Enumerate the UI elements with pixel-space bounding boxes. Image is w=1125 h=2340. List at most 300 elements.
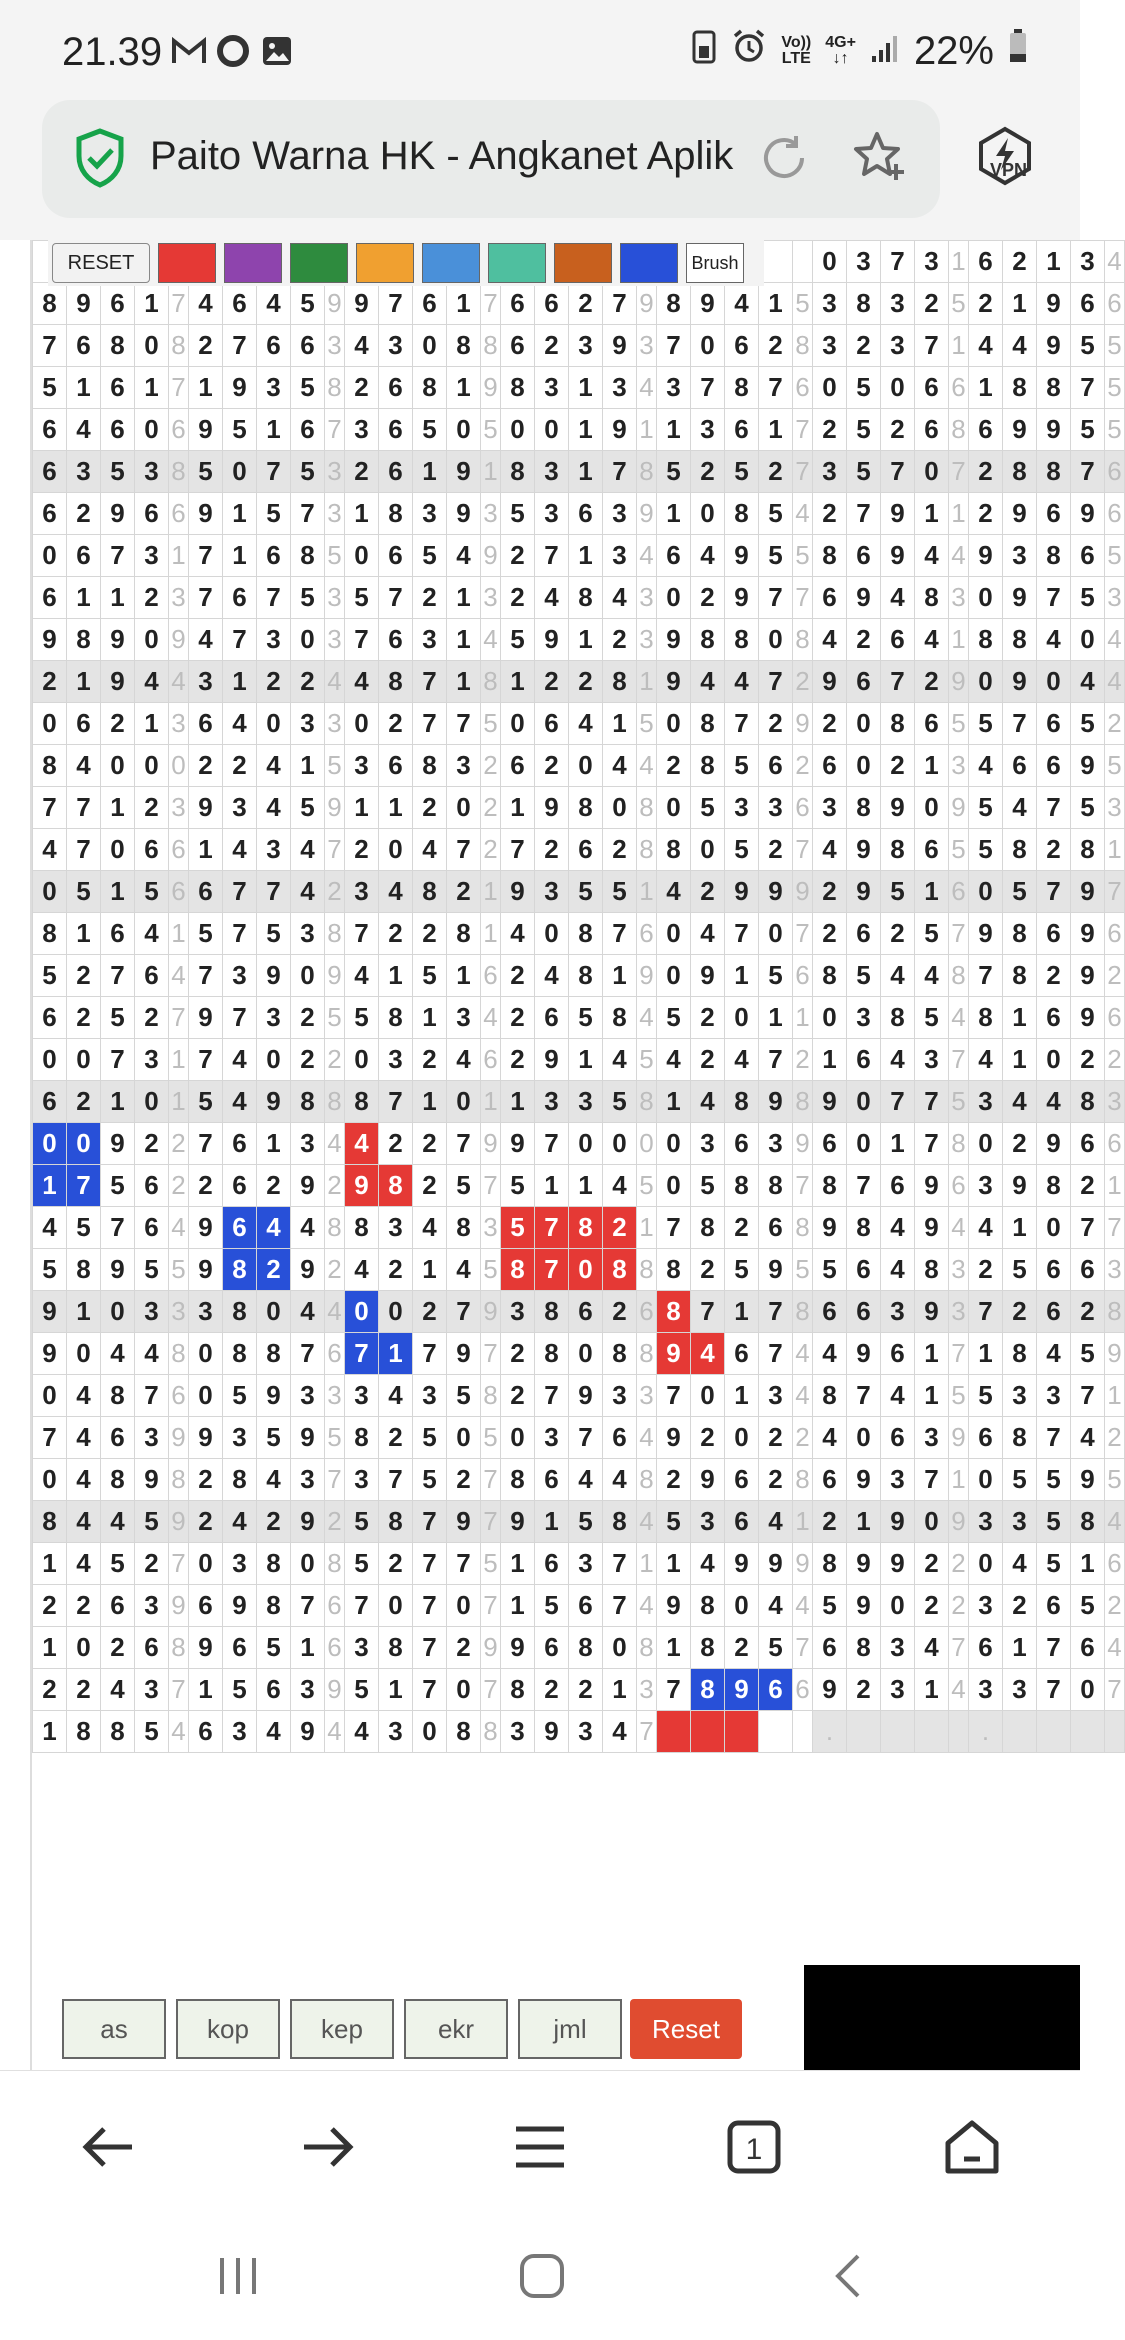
grid-cell[interactable]: 4: [101, 1333, 135, 1375]
grid-cell[interactable]: 1: [949, 619, 969, 661]
grid-cell[interactable]: 8: [33, 913, 67, 955]
grid-cell[interactable]: 9: [481, 535, 501, 577]
grid-cell[interactable]: 4: [379, 871, 413, 913]
grid-cell[interactable]: 8: [33, 1501, 67, 1543]
grid-cell[interactable]: 0: [135, 1081, 169, 1123]
grid-cell[interactable]: 7: [691, 367, 725, 409]
grid-cell[interactable]: 0: [413, 325, 447, 367]
grid-cell[interactable]: 3: [759, 1123, 793, 1165]
grid-cell[interactable]: 9: [969, 913, 1003, 955]
grid-cell[interactable]: 7: [101, 955, 135, 997]
menu-icon[interactable]: [508, 2115, 572, 2179]
grid-cell[interactable]: 7: [793, 1165, 813, 1207]
grid-cell[interactable]: 7: [949, 1627, 969, 1669]
grid-cell[interactable]: 9: [881, 787, 915, 829]
grid-cell[interactable]: 4: [1105, 661, 1125, 703]
grid-cell[interactable]: 5: [325, 1417, 345, 1459]
grid-cell[interactable]: 0: [345, 1291, 379, 1333]
grid-cell[interactable]: 8: [569, 1207, 603, 1249]
grid-cell[interactable]: 4: [881, 577, 915, 619]
grid-cell[interactable]: 7: [413, 1669, 447, 1711]
grid-cell[interactable]: 7: [413, 1627, 447, 1669]
grid-cell[interactable]: 9: [1037, 283, 1071, 325]
grid-cell[interactable]: 2: [67, 955, 101, 997]
grid-cell[interactable]: 7: [1071, 1375, 1105, 1417]
grid-cell[interactable]: 1: [569, 1165, 603, 1207]
grid-cell[interactable]: 5: [413, 1417, 447, 1459]
grid-cell[interactable]: 1: [915, 745, 949, 787]
grid-cell[interactable]: 7: [535, 1375, 569, 1417]
grid-cell[interactable]: 5: [949, 1081, 969, 1123]
grid-cell[interactable]: 8: [169, 1627, 189, 1669]
grid-cell[interactable]: 9: [189, 1207, 223, 1249]
grid-cell[interactable]: 5: [847, 451, 881, 493]
grid-cell[interactable]: 2: [257, 661, 291, 703]
grid-cell[interactable]: 2: [413, 1123, 447, 1165]
grid-cell[interactable]: 5: [101, 997, 135, 1039]
grid-cell[interactable]: 9: [847, 1333, 881, 1375]
grid-cell[interactable]: 8: [1003, 451, 1037, 493]
grid-cell[interactable]: 3: [135, 1417, 169, 1459]
grid-cell[interactable]: 4: [1071, 1417, 1105, 1459]
grid-cell[interactable]: 2: [481, 745, 501, 787]
grid-cell[interactable]: 6: [847, 913, 881, 955]
grid-cell[interactable]: 9: [291, 1711, 325, 1753]
grid-cell[interactable]: 0: [603, 1123, 637, 1165]
grid-cell[interactable]: 8: [793, 325, 813, 367]
grid-cell[interactable]: 1: [345, 787, 379, 829]
grid-cell[interactable]: 9: [1003, 661, 1037, 703]
grid-cell[interactable]: 9: [257, 955, 291, 997]
grid-cell[interactable]: 0: [881, 1585, 915, 1627]
grid-cell[interactable]: 7: [759, 367, 793, 409]
grid-cell[interactable]: 2: [135, 1543, 169, 1585]
grid-cell[interactable]: 4: [345, 1249, 379, 1291]
grid-cell[interactable]: 3: [413, 619, 447, 661]
grid-cell[interactable]: 5: [67, 871, 101, 913]
grid-cell[interactable]: 9: [847, 1459, 881, 1501]
grid-cell[interactable]: 4: [637, 1501, 657, 1543]
grid-cell[interactable]: 6: [793, 367, 813, 409]
grid-cell[interactable]: 9: [949, 1417, 969, 1459]
grid-cell[interactable]: 7: [67, 787, 101, 829]
grid-cell[interactable]: 3: [813, 787, 847, 829]
grid-cell[interactable]: 4: [501, 913, 535, 955]
grid-cell[interactable]: 3: [135, 1669, 169, 1711]
grid-cell[interactable]: 9: [501, 871, 535, 913]
grid-cell[interactable]: 1: [603, 955, 637, 997]
grid-cell[interactable]: 3: [447, 997, 481, 1039]
grid-cell[interactable]: 4: [725, 661, 759, 703]
grid-cell[interactable]: 8: [725, 1165, 759, 1207]
grid-cell[interactable]: 8: [569, 955, 603, 997]
grid-cell[interactable]: 7: [535, 1249, 569, 1291]
grid-cell[interactable]: 9: [759, 1249, 793, 1291]
grid-cell[interactable]: 7: [33, 1417, 67, 1459]
grid-cell[interactable]: 5: [949, 703, 969, 745]
grid-cell[interactable]: 5: [1071, 325, 1105, 367]
grid-cell[interactable]: 6: [569, 1585, 603, 1627]
grid-cell[interactable]: 3: [325, 1375, 345, 1417]
grid-cell[interactable]: 1: [1105, 1375, 1125, 1417]
grid-cell[interactable]: 0: [101, 829, 135, 871]
grid-cell[interactable]: 1: [447, 661, 481, 703]
grid-cell[interactable]: 6: [1105, 283, 1125, 325]
grid-cell[interactable]: 7: [881, 451, 915, 493]
grid-cell[interactable]: 5: [637, 1165, 657, 1207]
grid-cell[interactable]: 8: [691, 1669, 725, 1711]
grid-cell[interactable]: 9: [759, 1543, 793, 1585]
grid-cell[interactable]: 6: [949, 871, 969, 913]
grid-cell[interactable]: 3: [189, 1291, 223, 1333]
grid-cell[interactable]: 6: [291, 325, 325, 367]
grid-cell[interactable]: 2: [535, 661, 569, 703]
grid-cell[interactable]: 6: [535, 1459, 569, 1501]
grid-cell[interactable]: 8: [949, 1123, 969, 1165]
grid-cell[interactable]: 9: [759, 871, 793, 913]
grid-cell[interactable]: 5: [189, 1081, 223, 1123]
grid-cell[interactable]: 4: [345, 955, 379, 997]
grid-cell[interactable]: 1: [1003, 1039, 1037, 1081]
grid-cell[interactable]: 4: [67, 745, 101, 787]
grid-cell[interactable]: 6: [793, 787, 813, 829]
grid-cell[interactable]: 3: [189, 661, 223, 703]
grid-cell[interactable]: 4: [949, 1207, 969, 1249]
grid-cell[interactable]: 0: [135, 409, 169, 451]
grid-cell[interactable]: 6: [135, 829, 169, 871]
grid-cell[interactable]: 3: [603, 493, 637, 535]
grid-cell[interactable]: 0: [637, 1123, 657, 1165]
grid-cell[interactable]: 4: [325, 1711, 345, 1753]
grid-cell[interactable]: 2: [447, 1459, 481, 1501]
grid-cell[interactable]: 1: [135, 367, 169, 409]
grid-cell[interactable]: 9: [481, 367, 501, 409]
grid-cell[interactable]: 1: [637, 661, 657, 703]
grid-cell[interactable]: 4: [969, 1039, 1003, 1081]
grid-cell[interactable]: 7: [915, 1123, 949, 1165]
grid-cell[interactable]: 5: [481, 703, 501, 745]
grid-cell[interactable]: 1: [969, 1333, 1003, 1375]
grid-cell[interactable]: 5: [1105, 325, 1125, 367]
grid-cell[interactable]: 8: [413, 871, 447, 913]
grid-cell[interactable]: 8: [881, 829, 915, 871]
grid-cell[interactable]: 3: [915, 1039, 949, 1081]
grid-cell[interactable]: 5: [847, 409, 881, 451]
grid-cell[interactable]: 9: [813, 661, 847, 703]
grid-cell[interactable]: 9: [915, 1207, 949, 1249]
grid-cell[interactable]: 6: [759, 1669, 793, 1711]
grid-cell[interactable]: 0: [135, 745, 169, 787]
grid-cell[interactable]: 9: [189, 787, 223, 829]
grid-cell[interactable]: 3: [413, 493, 447, 535]
grid-cell[interactable]: 7: [1037, 1627, 1071, 1669]
grid-cell[interactable]: 9: [345, 1165, 379, 1207]
grid-cell[interactable]: 4: [1037, 1081, 1071, 1123]
grid-cell[interactable]: 8: [725, 493, 759, 535]
grid-cell[interactable]: 4: [1105, 1501, 1125, 1543]
color-swatch-purple[interactable]: [224, 243, 282, 283]
grid-cell[interactable]: 4: [1003, 1081, 1037, 1123]
grid-cell[interactable]: 7: [881, 661, 915, 703]
grid-cell[interactable]: 6: [169, 829, 189, 871]
address-bar[interactable]: [42, 100, 940, 218]
grid-cell[interactable]: 8: [67, 1249, 101, 1291]
grid-cell[interactable]: 1: [569, 619, 603, 661]
grid-cell[interactable]: 7: [413, 661, 447, 703]
grid-cell[interactable]: 9: [447, 1501, 481, 1543]
grid-cell[interactable]: 3: [223, 1711, 257, 1753]
grid-cell[interactable]: 6: [101, 1585, 135, 1627]
grid-cell[interactable]: 0: [1037, 1039, 1071, 1081]
grid-cell[interactable]: 7: [223, 997, 257, 1039]
grid-cell[interactable]: 1: [223, 535, 257, 577]
grid-cell[interactable]: 8: [637, 1459, 657, 1501]
grid-cell[interactable]: 2: [189, 325, 223, 367]
grid-cell[interactable]: 3: [345, 1459, 379, 1501]
grid-cell[interactable]: 7: [847, 1375, 881, 1417]
grid-cell[interactable]: 5: [759, 1627, 793, 1669]
grid-cell[interactable]: 7: [949, 913, 969, 955]
grid-cell[interactable]: [793, 1711, 813, 1753]
grid-cell[interactable]: 1: [135, 703, 169, 745]
grid-cell[interactable]: 7: [1003, 703, 1037, 745]
grid-cell[interactable]: 4: [379, 1375, 413, 1417]
grid-cell[interactable]: 5: [189, 913, 223, 955]
grid-cell[interactable]: 0: [1071, 1669, 1105, 1711]
reset-colors-button[interactable]: RESET: [52, 243, 150, 283]
grid-cell[interactable]: 0: [345, 535, 379, 577]
grid-cell[interactable]: 7: [915, 325, 949, 367]
grid-cell[interactable]: 7: [501, 829, 535, 871]
grid-cell[interactable]: 9: [949, 1501, 969, 1543]
grid-cell[interactable]: 6: [1105, 1123, 1125, 1165]
grid-cell[interactable]: 5: [291, 451, 325, 493]
grid-cell[interactable]: 4: [637, 1417, 657, 1459]
grid-cell[interactable]: 1: [101, 871, 135, 913]
grid-cell[interactable]: 9: [637, 955, 657, 997]
grid-cell[interactable]: 8: [291, 535, 325, 577]
grid-cell[interactable]: 3: [915, 1417, 949, 1459]
grid-cell[interactable]: 4: [67, 409, 101, 451]
grid-cell[interactable]: 1: [413, 451, 447, 493]
grid-cell[interactable]: 3: [345, 1627, 379, 1669]
grid-cell[interactable]: 7: [1105, 1207, 1125, 1249]
grid-cell[interactable]: 8: [915, 577, 949, 619]
grid-cell[interactable]: 4: [257, 787, 291, 829]
grid-cell[interactable]: 1: [67, 661, 101, 703]
grid-cell[interactable]: 5: [291, 283, 325, 325]
grid-cell[interactable]: 2: [915, 661, 949, 703]
grid-cell[interactable]: 6: [189, 1585, 223, 1627]
grid-cell[interactable]: 7: [447, 829, 481, 871]
grid-cell[interactable]: 9: [725, 1543, 759, 1585]
grid-cell[interactable]: 7: [759, 1039, 793, 1081]
grid-cell[interactable]: 9: [101, 661, 135, 703]
grid-cell[interactable]: 5: [101, 1165, 135, 1207]
grid-cell[interactable]: 7: [881, 1081, 915, 1123]
grid-cell[interactable]: 6: [847, 661, 881, 703]
grid-cell[interactable]: 0: [447, 1585, 481, 1627]
grid-cell[interactable]: 2: [969, 1249, 1003, 1291]
grid-cell[interactable]: [847, 1711, 881, 1753]
grid-cell[interactable]: 2: [1105, 955, 1125, 997]
grid-cell[interactable]: 2: [915, 283, 949, 325]
grid-cell[interactable]: 8: [637, 1249, 657, 1291]
grid-cell[interactable]: 1: [949, 493, 969, 535]
grid-cell[interactable]: 6: [135, 1627, 169, 1669]
grid-cell[interactable]: 5: [413, 1459, 447, 1501]
grid-cell[interactable]: 1: [569, 1039, 603, 1081]
grid-cell[interactable]: 2: [501, 1039, 535, 1081]
grid-cell[interactable]: 9: [847, 871, 881, 913]
grid-cell[interactable]: 0: [725, 1417, 759, 1459]
grid-cell[interactable]: 4: [637, 997, 657, 1039]
grid-cell[interactable]: 4: [257, 1459, 291, 1501]
grid-cell[interactable]: 1: [189, 829, 223, 871]
grid-cell[interactable]: 8: [813, 1165, 847, 1207]
grid-cell[interactable]: 3: [691, 1123, 725, 1165]
grid-cell[interactable]: 4: [481, 997, 501, 1039]
grid-cell[interactable]: 7: [223, 913, 257, 955]
home-icon[interactable]: [940, 2115, 1004, 2179]
grid-cell[interactable]: 9: [189, 493, 223, 535]
grid-cell[interactable]: 1: [1003, 1627, 1037, 1669]
grid-cell[interactable]: 8: [413, 745, 447, 787]
grid-cell[interactable]: 7: [603, 913, 637, 955]
grid-cell[interactable]: 5: [257, 493, 291, 535]
grid-cell[interactable]: 8: [169, 1459, 189, 1501]
grid-cell[interactable]: 9: [33, 1333, 67, 1375]
grid-cell[interactable]: 1: [637, 1207, 657, 1249]
grid-cell[interactable]: 1: [413, 1249, 447, 1291]
grid-cell[interactable]: 2: [379, 1249, 413, 1291]
grid-cell[interactable]: 0: [969, 577, 1003, 619]
grid-cell[interactable]: 0: [189, 1375, 223, 1417]
grid-cell[interactable]: 8: [379, 493, 413, 535]
grid-cell[interactable]: 6: [257, 535, 291, 577]
grid-cell[interactable]: 6: [603, 1417, 637, 1459]
grid-cell[interactable]: 7: [657, 1207, 691, 1249]
grid-cell[interactable]: 9: [291, 1417, 325, 1459]
grid-cell[interactable]: 9: [691, 283, 725, 325]
grid-cell[interactable]: 5: [691, 787, 725, 829]
grid-cell[interactable]: 5: [67, 1207, 101, 1249]
grid-cell[interactable]: 6: [725, 325, 759, 367]
grid-cell[interactable]: 7: [447, 1543, 481, 1585]
grid-cell[interactable]: 6: [793, 1669, 813, 1711]
grid-cell[interactable]: 2: [1105, 703, 1125, 745]
grid-cell[interactable]: 5: [189, 451, 223, 493]
grid-cell[interactable]: 2: [969, 283, 1003, 325]
grid-cell[interactable]: 8: [603, 997, 637, 1039]
grid-cell[interactable]: 2: [413, 1291, 447, 1333]
grid-cell[interactable]: 7: [481, 1165, 501, 1207]
grid-cell[interactable]: 7: [481, 1669, 501, 1711]
grid-cell[interactable]: 4: [637, 367, 657, 409]
grid-cell[interactable]: 4: [969, 325, 1003, 367]
grid-cell[interactable]: [949, 1711, 969, 1753]
reload-icon[interactable]: [758, 132, 810, 184]
grid-cell[interactable]: 9: [1037, 325, 1071, 367]
grid-cell[interactable]: 3: [1105, 577, 1125, 619]
grid-cell[interactable]: 9: [1003, 577, 1037, 619]
grid-cell[interactable]: 9: [67, 283, 101, 325]
grid-cell[interactable]: 2: [501, 577, 535, 619]
grid-cell[interactable]: 2: [759, 829, 793, 871]
grid-cell[interactable]: 7: [257, 871, 291, 913]
grid-cell[interactable]: 3: [325, 577, 345, 619]
grid-cell[interactable]: 6: [169, 1375, 189, 1417]
grid-cell[interactable]: 2: [569, 283, 603, 325]
grid-cell[interactable]: 4: [603, 1039, 637, 1081]
grid-cell[interactable]: 8: [813, 1543, 847, 1585]
grid-cell[interactable]: 0: [135, 619, 169, 661]
grid-cell[interactable]: 3: [135, 535, 169, 577]
grid-cell[interactable]: 4: [535, 577, 569, 619]
grid-cell[interactable]: 7: [325, 409, 345, 451]
grid-cell[interactable]: 9: [535, 619, 569, 661]
grid-cell[interactable]: 5: [725, 745, 759, 787]
grid-cell[interactable]: 4: [257, 283, 291, 325]
grid-cell[interactable]: 9: [657, 1417, 691, 1459]
grid-cell[interactable]: 7: [169, 367, 189, 409]
grid-cell[interactable]: 9: [447, 451, 481, 493]
grid-cell[interactable]: 9: [1105, 1333, 1125, 1375]
grid-cell[interactable]: 9: [657, 1585, 691, 1627]
grid-cell[interactable]: 1: [169, 1039, 189, 1081]
shield-check-icon[interactable]: [74, 128, 126, 188]
grid-cell[interactable]: 1: [257, 409, 291, 451]
grid-cell[interactable]: 2: [691, 1417, 725, 1459]
grid-cell[interactable]: 8: [637, 1627, 657, 1669]
grid-cell[interactable]: 8: [379, 661, 413, 703]
grid-cell[interactable]: 8: [603, 1501, 637, 1543]
grid-cell[interactable]: 8: [569, 913, 603, 955]
grid-cell[interactable]: 4: [1105, 1627, 1125, 1669]
grid-cell[interactable]: 3: [481, 1207, 501, 1249]
grid-cell[interactable]: 1: [657, 409, 691, 451]
grid-cell[interactable]: 3: [325, 325, 345, 367]
grid-cell[interactable]: 9: [325, 787, 345, 829]
grid-cell[interactable]: 1: [603, 1669, 637, 1711]
grid-cell[interactable]: 5: [1037, 1459, 1071, 1501]
grid-cell[interactable]: 8: [447, 325, 481, 367]
grid-cell[interactable]: 6: [223, 1123, 257, 1165]
grid-cell[interactable]: 5: [101, 1543, 135, 1585]
grid-cell[interactable]: 4: [969, 745, 1003, 787]
grid-cell[interactable]: 2: [691, 451, 725, 493]
grid-cell[interactable]: 7: [257, 451, 291, 493]
grid-cell[interactable]: 8: [481, 1711, 501, 1753]
grid-cell[interactable]: 6: [847, 535, 881, 577]
grid-cell[interactable]: 9: [291, 1165, 325, 1207]
grid-cell[interactable]: 9: [33, 1291, 67, 1333]
grid-cell[interactable]: 5: [759, 955, 793, 997]
grid-cell[interactable]: 4: [291, 829, 325, 871]
grid-cell[interactable]: 3: [257, 829, 291, 871]
grid-cell[interactable]: 7: [379, 577, 413, 619]
grid-cell[interactable]: 2: [569, 1669, 603, 1711]
grid-cell[interactable]: 6: [535, 1543, 569, 1585]
grid-cell[interactable]: 0: [535, 913, 569, 955]
grid-cell[interactable]: 0: [847, 1123, 881, 1165]
grid-cell[interactable]: 9: [847, 1585, 881, 1627]
grid-cell[interactable]: 8: [1037, 535, 1071, 577]
grid-cell[interactable]: 2: [325, 1249, 345, 1291]
grid-cell[interactable]: 9: [169, 1585, 189, 1627]
grid-cell[interactable]: 7: [793, 451, 813, 493]
grid-cell[interactable]: 3: [881, 283, 915, 325]
